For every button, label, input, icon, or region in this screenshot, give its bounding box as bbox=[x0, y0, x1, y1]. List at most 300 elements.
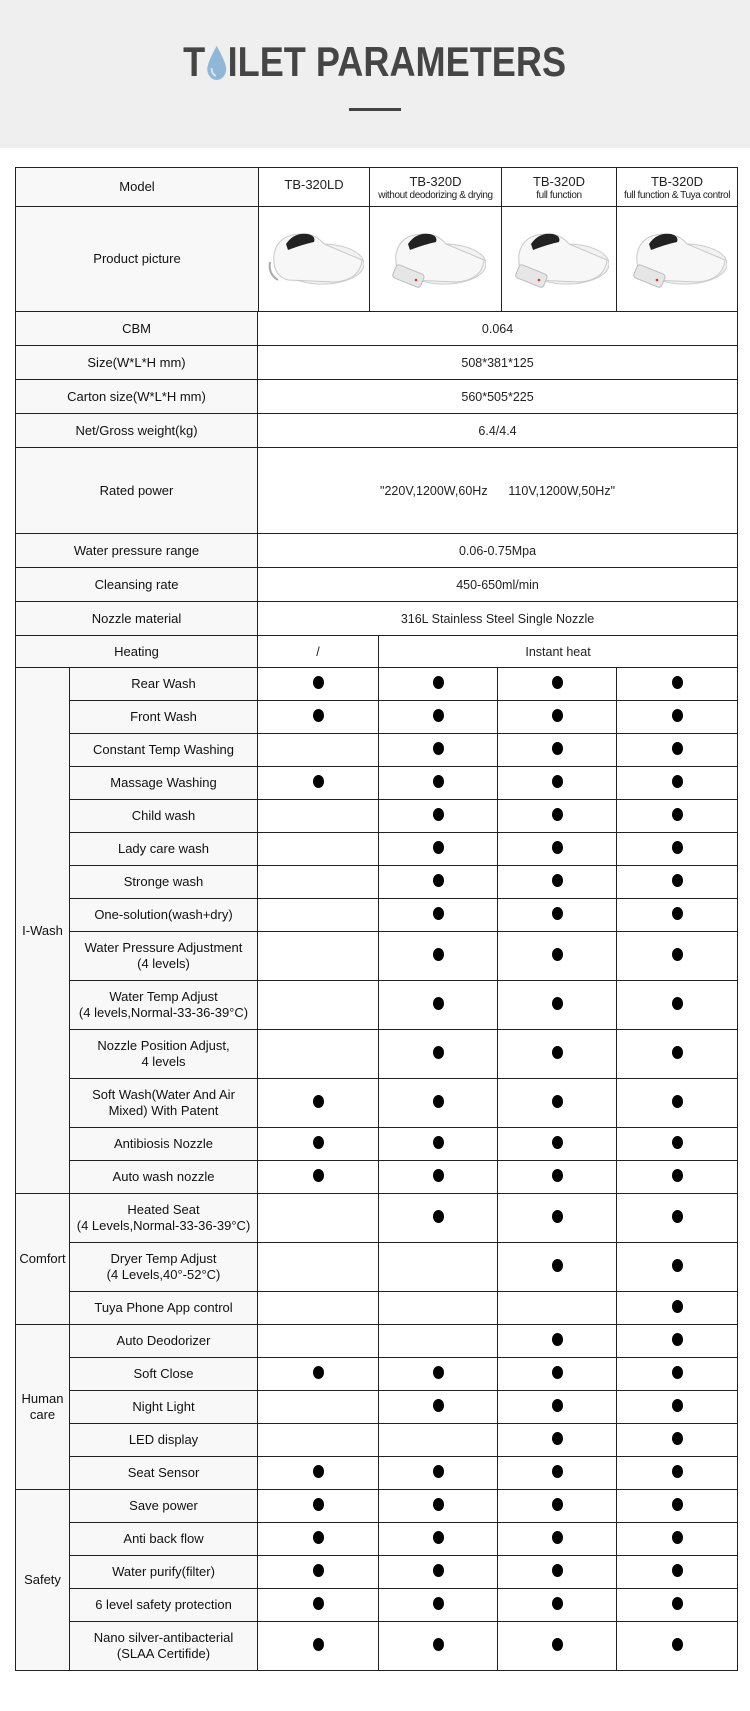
feature-label: Antibiosis Nozzle bbox=[70, 1128, 258, 1161]
spec-label: Carton size(W*L*H mm) bbox=[16, 380, 258, 414]
supported-dot-icon bbox=[313, 1136, 324, 1149]
supported-dot-icon bbox=[672, 1095, 683, 1108]
feature-label: LED display bbox=[70, 1424, 258, 1457]
feature-support-cell bbox=[498, 1457, 617, 1490]
feature-label: Save power bbox=[70, 1490, 258, 1523]
feature-support-cell bbox=[258, 1292, 379, 1325]
supported-dot-icon bbox=[433, 997, 444, 1010]
feature-support-cell bbox=[498, 1391, 617, 1424]
feature-label: Water Temp Adjust (4 levels,Normal-33-36-39°C) bbox=[70, 981, 258, 1030]
feature-support-cell bbox=[258, 1194, 379, 1243]
spec-value: 0.06-0.75Mpa bbox=[258, 534, 738, 568]
spec-value: 508*381*125 bbox=[258, 346, 738, 380]
category-label: Safety bbox=[16, 1490, 70, 1671]
feature-row bbox=[16, 1079, 738, 1128]
feature-support-cell bbox=[498, 866, 617, 899]
supported-dot-icon bbox=[672, 1046, 683, 1059]
spec-row bbox=[16, 448, 738, 534]
spec-value: 560*505*225 bbox=[258, 380, 738, 414]
parameters-table bbox=[15, 311, 738, 1671]
supported-dot-icon bbox=[672, 1333, 683, 1346]
feature-label: Soft Close bbox=[70, 1358, 258, 1391]
model-label: Model bbox=[16, 168, 259, 207]
model-cell bbox=[502, 168, 617, 207]
feature-support-cell bbox=[379, 668, 498, 701]
heating-value: Instant heat bbox=[379, 636, 738, 668]
supported-dot-icon bbox=[552, 808, 563, 821]
supported-dot-icon bbox=[552, 1046, 563, 1059]
feature-support-cell bbox=[498, 1128, 617, 1161]
spec-label: Nozzle material bbox=[16, 602, 258, 636]
feature-row bbox=[16, 899, 738, 932]
toilet-seat-image bbox=[627, 222, 727, 292]
feature-support-cell bbox=[379, 767, 498, 800]
supported-dot-icon bbox=[433, 1366, 444, 1379]
feature-support-cell bbox=[379, 1391, 498, 1424]
toilet-seat-image bbox=[386, 222, 486, 292]
feature-row bbox=[16, 1589, 738, 1622]
feature-support-cell bbox=[498, 1424, 617, 1457]
feature-support-cell bbox=[379, 701, 498, 734]
feature-row bbox=[16, 1523, 738, 1556]
model-name: TB-320D bbox=[409, 173, 462, 189]
feature-label: Water Pressure Adjustment (4 levels) bbox=[70, 932, 258, 981]
spec-row bbox=[16, 414, 738, 448]
feature-support-cell bbox=[258, 833, 379, 866]
spec-row bbox=[16, 568, 738, 602]
feature-row bbox=[16, 734, 738, 767]
feature-support-cell bbox=[617, 981, 738, 1030]
title-suffix: ILET PARAMETERS bbox=[227, 38, 567, 85]
spec-value: 6.4/4.4 bbox=[258, 414, 738, 448]
feature-label: Heated Seat (4 Levels,Normal-33-36-39°C) bbox=[70, 1194, 258, 1243]
feature-label: Night Light bbox=[70, 1391, 258, 1424]
feature-support-cell bbox=[379, 1490, 498, 1523]
feature-support-cell bbox=[379, 1243, 498, 1292]
supported-dot-icon bbox=[552, 1432, 563, 1445]
feature-support-cell bbox=[258, 1391, 379, 1424]
feature-support-cell bbox=[258, 1161, 379, 1194]
feature-label: Lady care wash bbox=[70, 833, 258, 866]
feature-support-cell bbox=[258, 1457, 379, 1490]
feature-support-cell bbox=[258, 1128, 379, 1161]
supported-dot-icon bbox=[433, 907, 444, 920]
model-cell bbox=[370, 168, 502, 207]
spec-label: Rated power bbox=[16, 448, 258, 534]
spec-label: Net/Gross weight(kg) bbox=[16, 414, 258, 448]
feature-support-cell bbox=[379, 1079, 498, 1128]
feature-support-cell bbox=[498, 1030, 617, 1079]
spec-label: Water pressure range bbox=[16, 534, 258, 568]
supported-dot-icon bbox=[552, 742, 563, 755]
feature-support-cell bbox=[498, 734, 617, 767]
feature-support-cell bbox=[379, 833, 498, 866]
feature-support-cell bbox=[498, 1556, 617, 1589]
supported-dot-icon bbox=[552, 1095, 563, 1108]
model-cell bbox=[259, 168, 370, 207]
feature-support-cell bbox=[498, 1325, 617, 1358]
supported-dot-icon bbox=[313, 1498, 324, 1511]
feature-label: Stronge wash bbox=[70, 866, 258, 899]
feature-label: Soft Wash(Water And Air Mixed) With Patent bbox=[70, 1079, 258, 1128]
supported-dot-icon bbox=[433, 1095, 444, 1108]
feature-support-cell bbox=[258, 1325, 379, 1358]
feature-support-cell bbox=[498, 899, 617, 932]
supported-dot-icon bbox=[552, 676, 563, 689]
feature-support-cell bbox=[379, 734, 498, 767]
supported-dot-icon bbox=[313, 1638, 324, 1651]
feature-support-cell bbox=[379, 1622, 498, 1671]
feature-row bbox=[16, 1292, 738, 1325]
feature-support-cell bbox=[498, 1358, 617, 1391]
feature-row bbox=[16, 1457, 738, 1490]
feature-support-cell bbox=[258, 1079, 379, 1128]
supported-dot-icon bbox=[552, 709, 563, 722]
supported-dot-icon bbox=[672, 874, 683, 887]
feature-support-cell bbox=[379, 1292, 498, 1325]
spec-row bbox=[16, 602, 738, 636]
feature-support-cell bbox=[498, 1243, 617, 1292]
supported-dot-icon bbox=[672, 1300, 683, 1313]
feature-support-cell bbox=[498, 701, 617, 734]
supported-dot-icon bbox=[672, 1432, 683, 1445]
feature-label: Seat Sensor bbox=[70, 1457, 258, 1490]
supported-dot-icon bbox=[433, 1531, 444, 1544]
feature-support-cell bbox=[498, 1622, 617, 1671]
supported-dot-icon bbox=[313, 676, 324, 689]
feature-support-cell bbox=[617, 668, 738, 701]
feature-row bbox=[16, 1161, 738, 1194]
feature-support-cell bbox=[498, 1292, 617, 1325]
feature-row bbox=[16, 1325, 738, 1358]
feature-row bbox=[16, 1358, 738, 1391]
feature-label: Tuya Phone App control bbox=[70, 1292, 258, 1325]
feature-support-cell bbox=[617, 701, 738, 734]
product-picture-cell bbox=[502, 207, 617, 312]
feature-support-cell bbox=[379, 1194, 498, 1243]
feature-support-cell bbox=[258, 1523, 379, 1556]
supported-dot-icon bbox=[552, 1259, 563, 1272]
spec-label: Cleansing rate bbox=[16, 568, 258, 602]
supported-dot-icon bbox=[433, 1597, 444, 1610]
supported-dot-icon bbox=[672, 1465, 683, 1478]
supported-dot-icon bbox=[433, 742, 444, 755]
supported-dot-icon bbox=[433, 841, 444, 854]
supported-dot-icon bbox=[433, 1465, 444, 1478]
feature-support-cell bbox=[498, 1161, 617, 1194]
model-cell bbox=[617, 168, 738, 207]
feature-support-cell bbox=[617, 1589, 738, 1622]
supported-dot-icon bbox=[672, 1498, 683, 1511]
supported-dot-icon bbox=[313, 709, 324, 722]
feature-support-cell bbox=[617, 899, 738, 932]
feature-support-cell bbox=[258, 701, 379, 734]
supported-dot-icon bbox=[313, 1564, 324, 1577]
supported-dot-icon bbox=[552, 841, 563, 854]
model-subtitle: full function & Tuya control bbox=[623, 189, 731, 201]
feature-label: 6 level safety protection bbox=[70, 1589, 258, 1622]
feature-support-cell bbox=[258, 866, 379, 899]
feature-support-cell bbox=[379, 981, 498, 1030]
supported-dot-icon bbox=[672, 907, 683, 920]
feature-row bbox=[16, 1128, 738, 1161]
feature-support-cell bbox=[617, 1457, 738, 1490]
feature-row bbox=[16, 981, 738, 1030]
feature-support-cell bbox=[258, 800, 379, 833]
category-label: I-Wash bbox=[16, 668, 70, 1194]
supported-dot-icon bbox=[433, 1399, 444, 1412]
feature-support-cell bbox=[617, 767, 738, 800]
model-row bbox=[16, 168, 738, 207]
supported-dot-icon bbox=[672, 775, 683, 788]
supported-dot-icon bbox=[672, 1399, 683, 1412]
feature-label: Anti back flow bbox=[70, 1523, 258, 1556]
supported-dot-icon bbox=[552, 775, 563, 788]
supported-dot-icon bbox=[552, 1210, 563, 1223]
feature-row bbox=[16, 668, 738, 701]
feature-label: Water purify(filter) bbox=[70, 1556, 258, 1589]
supported-dot-icon bbox=[433, 1564, 444, 1577]
supported-dot-icon bbox=[552, 997, 563, 1010]
feature-label: One-solution(wash+dry) bbox=[70, 899, 258, 932]
feature-support-cell bbox=[258, 1030, 379, 1079]
supported-dot-icon bbox=[552, 1564, 563, 1577]
supported-dot-icon bbox=[552, 1638, 563, 1651]
supported-dot-icon bbox=[672, 1136, 683, 1149]
feature-support-cell bbox=[617, 1325, 738, 1358]
feature-label: Child wash bbox=[70, 800, 258, 833]
feature-support-cell bbox=[498, 767, 617, 800]
supported-dot-icon bbox=[433, 709, 444, 722]
feature-support-cell bbox=[498, 800, 617, 833]
model-subtitle: without deodorizing & drying bbox=[378, 189, 493, 201]
supported-dot-icon bbox=[552, 1597, 563, 1610]
feature-support-cell bbox=[379, 1424, 498, 1457]
supported-dot-icon bbox=[313, 1169, 324, 1182]
toilet-seat-image bbox=[509, 222, 609, 292]
feature-support-cell bbox=[258, 1358, 379, 1391]
supported-dot-icon bbox=[552, 1366, 563, 1379]
supported-dot-icon bbox=[672, 1259, 683, 1272]
feature-support-cell bbox=[617, 1490, 738, 1523]
supported-dot-icon bbox=[433, 775, 444, 788]
feature-row bbox=[16, 1490, 738, 1523]
category-label: Human care bbox=[16, 1325, 70, 1490]
supported-dot-icon bbox=[433, 808, 444, 821]
feature-support-cell bbox=[617, 1556, 738, 1589]
feature-support-cell bbox=[258, 1424, 379, 1457]
model-subtitle: full function bbox=[536, 189, 582, 201]
feature-support-cell bbox=[498, 1589, 617, 1622]
feature-support-cell bbox=[617, 1128, 738, 1161]
feature-row bbox=[16, 833, 738, 866]
feature-label: Auto Deodorizer bbox=[70, 1325, 258, 1358]
toilet-seat-image bbox=[264, 222, 364, 292]
spec-value: 316L Stainless Steel Single Nozzle bbox=[258, 602, 738, 636]
spec-row bbox=[16, 534, 738, 568]
feature-row bbox=[16, 701, 738, 734]
feature-support-cell bbox=[617, 1424, 738, 1457]
feature-row bbox=[16, 932, 738, 981]
spec-value: 450-650ml/min bbox=[258, 568, 738, 602]
feature-label: Nozzle Position Adjust, 4 levels bbox=[70, 1030, 258, 1079]
feature-support-cell bbox=[258, 668, 379, 701]
feature-support-cell bbox=[498, 1079, 617, 1128]
feature-support-cell bbox=[498, 1194, 617, 1243]
supported-dot-icon bbox=[552, 907, 563, 920]
product-picture-cell bbox=[370, 207, 502, 312]
feature-label: Constant Temp Washing bbox=[70, 734, 258, 767]
feature-label: Front Wash bbox=[70, 701, 258, 734]
supported-dot-icon bbox=[313, 1597, 324, 1610]
feature-support-cell bbox=[258, 932, 379, 981]
supported-dot-icon bbox=[433, 1046, 444, 1059]
feature-support-cell bbox=[379, 866, 498, 899]
supported-dot-icon bbox=[552, 1465, 563, 1478]
model-name: TB-320D bbox=[532, 173, 586, 189]
feature-support-cell bbox=[617, 1358, 738, 1391]
feature-row bbox=[16, 866, 738, 899]
supported-dot-icon bbox=[313, 1366, 324, 1379]
feature-support-cell bbox=[258, 1589, 379, 1622]
supported-dot-icon bbox=[672, 1366, 683, 1379]
supported-dot-icon bbox=[552, 948, 563, 961]
title-underline bbox=[349, 108, 401, 111]
feature-row bbox=[16, 1030, 738, 1079]
picture-label: Product picture bbox=[16, 207, 259, 312]
supported-dot-icon bbox=[552, 874, 563, 887]
heating-value: / bbox=[258, 636, 379, 668]
feature-support-cell bbox=[617, 1622, 738, 1671]
feature-label: Massage Washing bbox=[70, 767, 258, 800]
supported-dot-icon bbox=[433, 676, 444, 689]
model-name: TB-320D bbox=[650, 173, 704, 189]
supported-dot-icon bbox=[552, 1531, 563, 1544]
supported-dot-icon bbox=[672, 676, 683, 689]
supported-dot-icon bbox=[552, 1136, 563, 1149]
supported-dot-icon bbox=[433, 874, 444, 887]
supported-dot-icon bbox=[433, 1498, 444, 1511]
supported-dot-icon bbox=[313, 775, 324, 788]
feature-support-cell bbox=[498, 833, 617, 866]
supported-dot-icon bbox=[672, 1210, 683, 1223]
spec-value: "220V,1200W,60Hz 110V,1200W,50Hz" bbox=[258, 448, 738, 534]
feature-label: Rear Wash bbox=[70, 668, 258, 701]
feature-label: Auto wash nozzle bbox=[70, 1161, 258, 1194]
supported-dot-icon bbox=[433, 1169, 444, 1182]
supported-dot-icon bbox=[672, 808, 683, 821]
supported-dot-icon bbox=[672, 1564, 683, 1577]
supported-dot-icon bbox=[433, 948, 444, 961]
feature-support-cell bbox=[379, 1161, 498, 1194]
heating-label: Heating bbox=[16, 636, 258, 668]
feature-support-cell bbox=[498, 932, 617, 981]
feature-support-cell bbox=[379, 1556, 498, 1589]
feature-row bbox=[16, 1243, 738, 1292]
spec-row bbox=[16, 346, 738, 380]
feature-support-cell bbox=[498, 668, 617, 701]
feature-row bbox=[16, 1194, 738, 1243]
feature-support-cell bbox=[379, 899, 498, 932]
feature-row bbox=[16, 767, 738, 800]
feature-support-cell bbox=[379, 1457, 498, 1490]
feature-support-cell bbox=[379, 1523, 498, 1556]
supported-dot-icon bbox=[433, 1638, 444, 1651]
picture-row bbox=[16, 207, 738, 312]
product-picture-cell bbox=[259, 207, 370, 312]
supported-dot-icon bbox=[672, 1169, 683, 1182]
supported-dot-icon bbox=[313, 1465, 324, 1478]
supported-dot-icon bbox=[672, 709, 683, 722]
feature-support-cell bbox=[498, 981, 617, 1030]
feature-support-cell bbox=[617, 932, 738, 981]
supported-dot-icon bbox=[552, 1498, 563, 1511]
feature-row bbox=[16, 1556, 738, 1589]
model-name: TB-320LD bbox=[284, 177, 344, 192]
spec-row bbox=[16, 380, 738, 414]
feature-support-cell bbox=[379, 1358, 498, 1391]
feature-support-cell bbox=[258, 1243, 379, 1292]
supported-dot-icon bbox=[672, 1597, 683, 1610]
feature-support-cell bbox=[379, 1589, 498, 1622]
feature-label: Nano silver-antibacterial (SLAA Certifide) bbox=[70, 1622, 258, 1671]
supported-dot-icon bbox=[672, 1531, 683, 1544]
spec-label: Size(W*L*H mm) bbox=[16, 346, 258, 380]
feature-support-cell bbox=[379, 1128, 498, 1161]
model-table bbox=[15, 167, 738, 312]
supported-dot-icon bbox=[672, 948, 683, 961]
feature-support-cell bbox=[498, 1490, 617, 1523]
product-picture-cell bbox=[617, 207, 738, 312]
feature-row bbox=[16, 800, 738, 833]
feature-support-cell bbox=[258, 1622, 379, 1671]
supported-dot-icon bbox=[313, 1095, 324, 1108]
feature-support-cell bbox=[617, 1079, 738, 1128]
water-drop-icon bbox=[206, 46, 227, 80]
spec-value: 0.064 bbox=[258, 312, 738, 346]
feature-row bbox=[16, 1391, 738, 1424]
spec-row bbox=[16, 312, 738, 346]
feature-support-cell bbox=[617, 734, 738, 767]
feature-support-cell bbox=[258, 734, 379, 767]
feature-support-cell bbox=[379, 932, 498, 981]
feature-label: Dryer Temp Adjust (4 Levels,40°-52°C) bbox=[70, 1243, 258, 1292]
feature-support-cell bbox=[379, 1030, 498, 1079]
supported-dot-icon bbox=[433, 1136, 444, 1149]
supported-dot-icon bbox=[672, 997, 683, 1010]
supported-dot-icon bbox=[313, 1531, 324, 1544]
supported-dot-icon bbox=[672, 1638, 683, 1651]
feature-support-cell bbox=[379, 800, 498, 833]
feature-support-cell bbox=[617, 1243, 738, 1292]
feature-support-cell bbox=[258, 899, 379, 932]
feature-support-cell bbox=[617, 1161, 738, 1194]
feature-support-cell bbox=[258, 1556, 379, 1589]
feature-support-cell bbox=[258, 981, 379, 1030]
supported-dot-icon bbox=[552, 1399, 563, 1412]
supported-dot-icon bbox=[672, 742, 683, 755]
supported-dot-icon bbox=[672, 841, 683, 854]
heating-row bbox=[16, 636, 738, 668]
feature-support-cell bbox=[617, 1030, 738, 1079]
feature-support-cell bbox=[617, 1292, 738, 1325]
feature-support-cell bbox=[617, 1523, 738, 1556]
feature-support-cell bbox=[617, 800, 738, 833]
feature-support-cell bbox=[379, 1325, 498, 1358]
page-title bbox=[0, 38, 750, 86]
feature-support-cell bbox=[258, 1490, 379, 1523]
category-label: Comfort bbox=[16, 1194, 70, 1325]
